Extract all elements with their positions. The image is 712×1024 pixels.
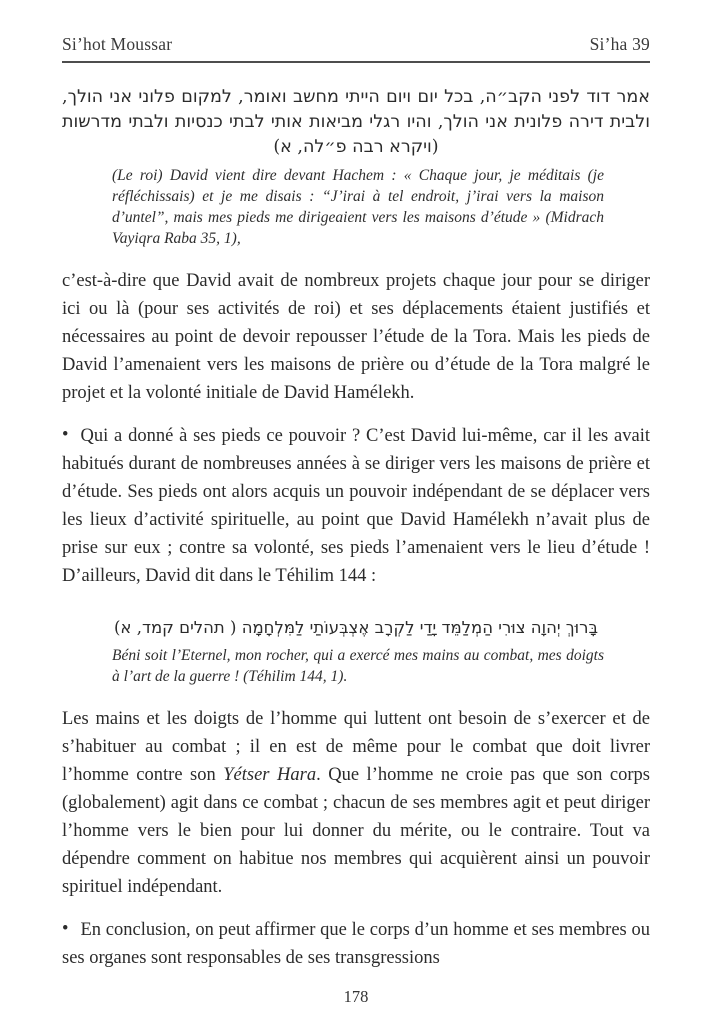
hebrew-quote-2: בָּרוּךְ יְהוָה צוּרִי הַמְלַמֵּד יָדַי לַקְרָב אֶצְבְּעוֹתַי לַמִּלְחָמָה ( תהלים קמד, א)	[114, 618, 598, 637]
header-rule	[62, 61, 650, 63]
running-header-title: Si’hot Moussar	[62, 34, 173, 54]
bullet-icon: •	[62, 919, 69, 939]
paragraph-1: c’est-à-dire que David avait de nombreux projets chaque jour pour se diriger ici ou là (pour ses activités de roi) et ses déplacements étaient justifiés et nécessaires au point de devoir repousser l’étude de la Tora. Mais les pieds de David l’amenaient vers les maisons de prière ou d’étude de la Tora malgré le projet et la volonté initiale de David Hamélekh.	[62, 271, 650, 403]
hebrew-quote-1: אמר דוד לפני הקב״ה, בכל יום ויום הייתי מחשב ואומר, למקום פלוני אני הולך, ולבית דירה פלונית אני הולך, והיו רגלי מביאות אותי לבתי כנסיות ולבתי מדרשות (ויקרא רבה פ״לה, א)	[62, 87, 650, 157]
page-number: 178	[343, 987, 369, 1006]
paragraph-2-text-start: Les mains et les doigts de l’homme qui luttent ont besoin de s’exercer et de s’habituer au combat ; il en est de même pour le combat que doit livrer l’homme contre son	[62, 709, 650, 785]
translation-2: Béni soit l’Eternel, mon rocher, qui a exercé mes mains au combat, mes doigts à l’art de la guerre ! (Téhilim 144, 1).	[112, 647, 604, 685]
paragraph-2-text-end: . Que l’homme ne croie pas que son corps (globalement) agit dans ce combat ; chacun de ses membres agit et peut diriger l’homme vers le bien pour lui donner du mérite, ou le contraire. Tout va dépendre comment on habitue nos membres qui acquièrent ainsi un pouvoir spirituel indépendant.	[62, 765, 650, 897]
paragraph-2	[62, 705, 650, 901]
paragraph-2-term: Yétser Hara	[223, 765, 317, 785]
bullet-paragraph-2-text: En conclusion, on peut affirmer que le corps d’un homme et ses membres ou ses organes sont responsables de ses transgressions	[62, 920, 650, 968]
bullet-paragraph-1-text: Qui a donné à ses pieds ce pouvoir ? C’est David lui-même, car il les avait habitués durant de nombreuses années à se diriger vers les maisons de prière et d’étude. Ses pieds ont alors acquis un pouvoir indépendant de se déplacer vers les lieux d’activité spirituelle, au point que David Hamélekh n’avait plus de prise sur eux ; contre sa volonté, ses pieds l’amenaient vers le lieu d’étude ! D’ailleurs, David dit dans le Téhilim 144 :	[62, 426, 650, 586]
running-header-chapter: Si’ha 39	[589, 34, 650, 54]
bullet-paragraph-2	[62, 916, 650, 972]
bullet-paragraph-1	[62, 422, 650, 590]
running-header	[62, 34, 650, 55]
translation-1: (Le roi) David vient dire devant Hachem : « Chaque jour, je méditais (je réfléchissais) et je me disais : “J’irai à tel endroit, j’irai vers la maison d’untel”, mais mes pieds me dirigeaient vers les maisons d’étude » (Midrach Vayiqra Raba 35, 1),	[112, 167, 604, 247]
bullet-icon: •	[62, 425, 69, 445]
